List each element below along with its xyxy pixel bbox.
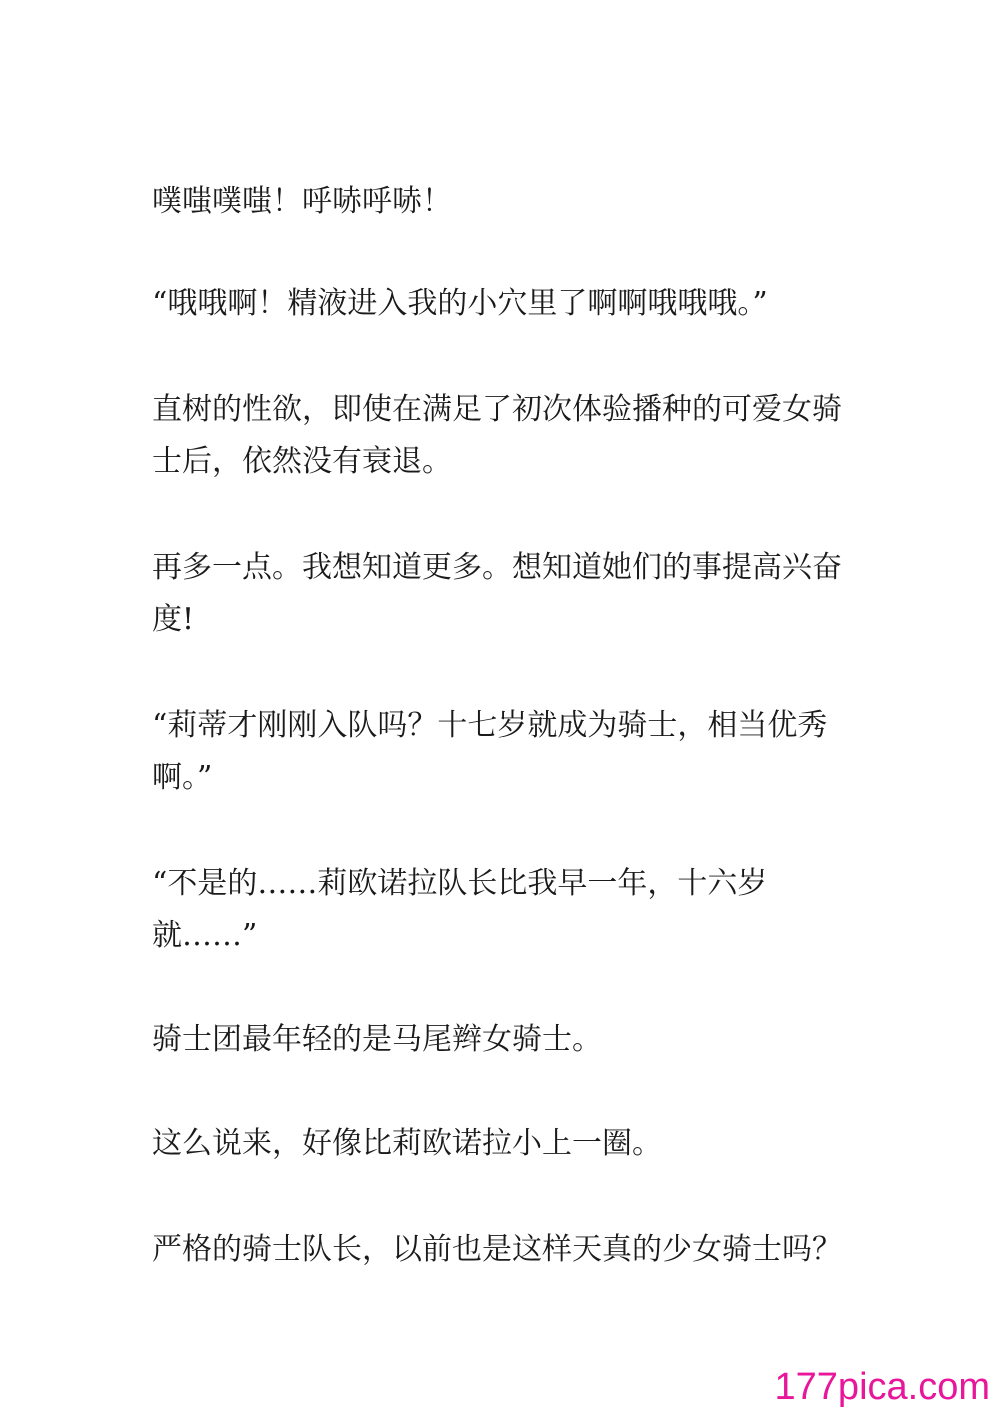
paragraph: 直树的性欲，即使在满足了初次体验播种的可爱女骑士后，依然没有衰退。 (152, 392, 842, 479)
paragraph: 骑士团最年轻的是马尾辫女骑士。 (152, 1022, 602, 1057)
paragraph: “哦哦啊！精液进入我的小穴里了啊啊哦哦哦。” (152, 286, 768, 321)
paragraph: 噗嗤噗嗤！呼哧呼哧！ (152, 184, 452, 219)
paragraph: “不是的……莉欧诺拉队长比我早一年，十六岁就……” (152, 866, 768, 953)
watermark-text: 177pica.com (774, 1366, 990, 1408)
paragraph: “莉蒂才刚刚入队吗？十七岁就成为骑士，相当优秀啊。” (152, 708, 828, 795)
paragraph: 严格的骑士队长，以前也是这样天真的少女骑士吗？ (152, 1232, 842, 1267)
paragraph: 这么说来，好像比莉欧诺拉小上一圈。 (152, 1126, 662, 1161)
paragraph: 再多一点。我想知道更多。想知道她们的事提高兴奋度! (152, 550, 842, 637)
